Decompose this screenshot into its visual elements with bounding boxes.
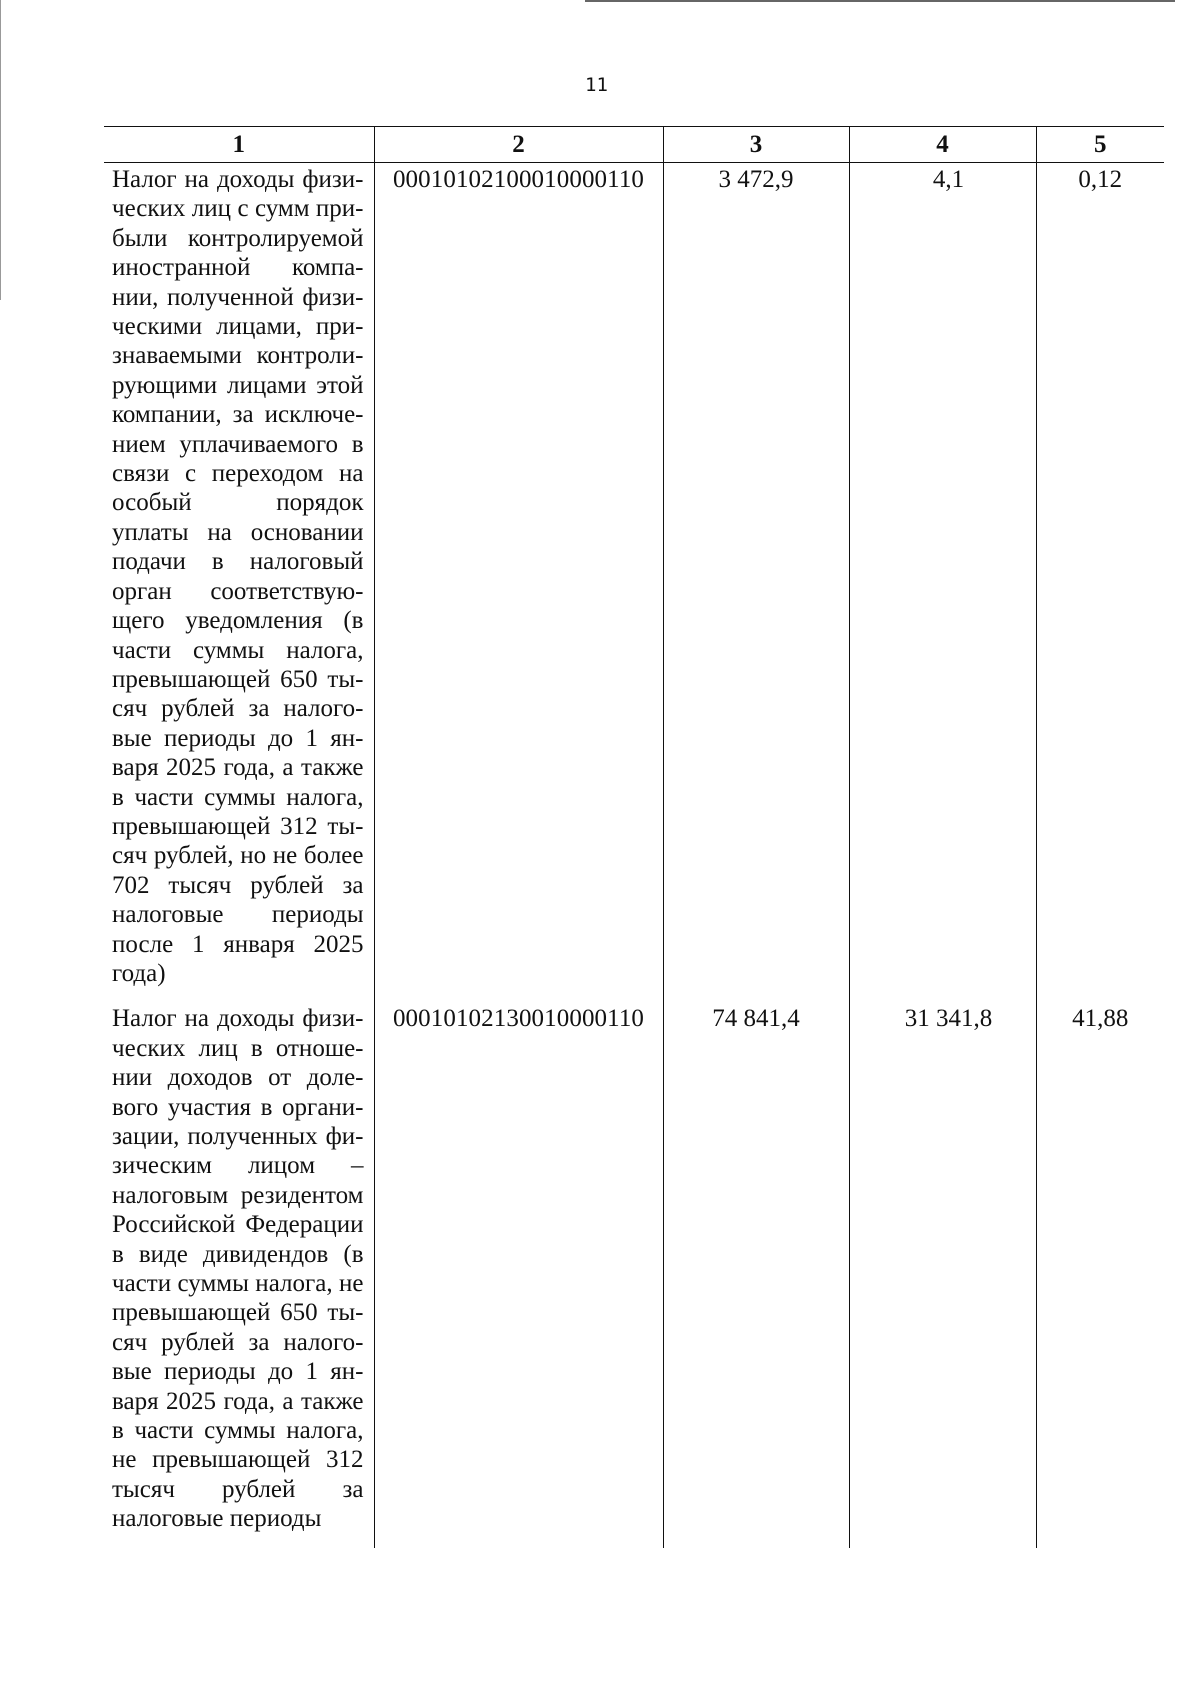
value-column-5: 0,12 — [1036, 163, 1164, 1003]
value-column-3: 3 472,9 — [663, 163, 849, 1003]
budget-table — [104, 126, 1164, 1548]
left-edge-rule — [0, 0, 1, 300]
page-number: 11 — [585, 74, 608, 96]
column-header-5: 5 — [1036, 127, 1164, 163]
table-row — [104, 163, 1164, 1003]
table-row — [104, 1002, 1164, 1547]
top-edge-rule — [585, 0, 1175, 2]
income-type-description: Налог на доходы физических лиц с сумм прибыли контролируемой иностранной компании, полученной физическими лицами, признаваемыми контролирующими лицами этой компании, за исключением уплачиваемого в связи с переходом на особый порядок уплаты на основании подачи в налоговый орган соответствующего уведомления (в части суммы налога, превышающей 650 тысяч рублей за налоговые периоды до 1 января 2025 года, а также в части суммы налога, превышающей 312 тысяч рублей, но не более 702 тысяч рублей за налоговые периоды после 1 января 2025 года) — [104, 163, 374, 1003]
column-header-3: 3 — [663, 127, 849, 163]
income-type-description: Налог на доходы физических лиц в отношении доходов от долевого участия в организации, полученных физическим лицом – налоговым резидентом Российской Федерации в виде дивидендов (в части суммы налога, не превышающей 650 тысяч рублей за налоговые периоды до 1 января 2025 года, а также в части суммы налога, не превышающей 312 тысяч рублей за налоговые периоды — [104, 1002, 374, 1547]
value-column-4: 4,1 — [849, 163, 1036, 1003]
value-column-5: 41,88 — [1036, 1002, 1164, 1547]
column-header-4: 4 — [849, 127, 1036, 163]
header-row — [104, 127, 1164, 163]
value-column-3: 74 841,4 — [663, 1002, 849, 1547]
budget-classification-code: 00010102130010000110 — [374, 1002, 663, 1547]
column-header-1: 1 — [104, 127, 374, 163]
column-header-2: 2 — [374, 127, 663, 163]
value-column-4: 31 341,8 — [849, 1002, 1036, 1547]
budget-classification-code: 00010102100010000110 — [374, 163, 663, 1003]
